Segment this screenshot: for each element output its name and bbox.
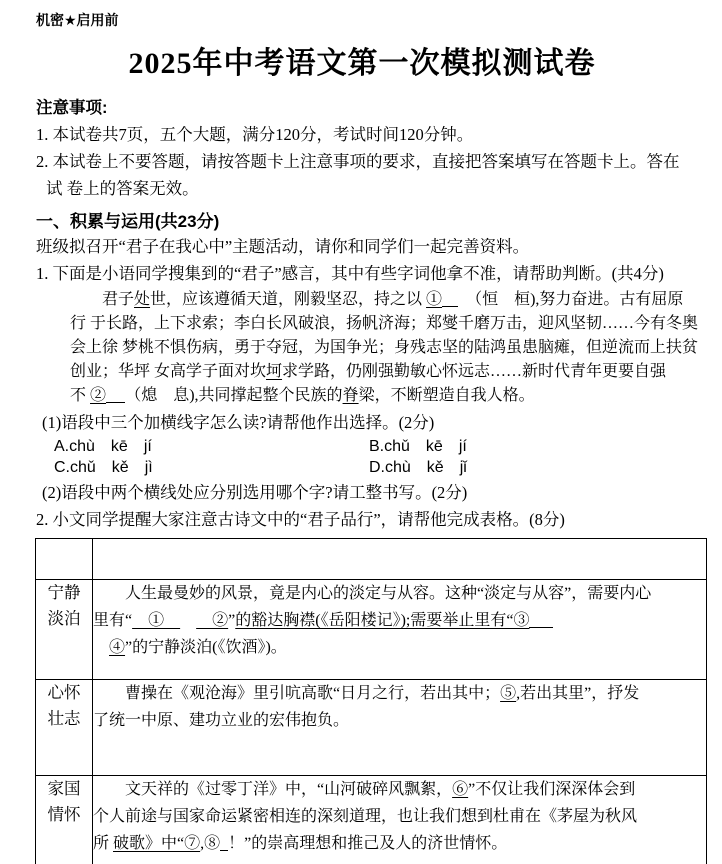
underlined-text: 坷 xyxy=(266,363,283,380)
option-a: A.chù kē jí xyxy=(54,438,152,455)
quote-cell-line xyxy=(93,830,706,857)
quote-cell-line xyxy=(93,776,706,803)
table-header-row xyxy=(36,539,707,580)
answer-blank xyxy=(529,623,553,628)
notice-item: 1. 本试卷共7页，五个大题，满分120分，考试时间120分钟。 xyxy=(36,125,474,144)
quote-cell-line xyxy=(93,680,706,707)
text-run: 求学路，仍刚强勤敏心怀远志……新时代青年更要自强 xyxy=(282,363,667,380)
text-run: ,若出其里”，抒发 xyxy=(516,685,640,702)
theme-cell xyxy=(36,776,93,864)
text-run xyxy=(93,639,109,656)
table-header-quote xyxy=(93,539,707,580)
text-run: 人生最曼妙的风景，竟是内心的淡定与从容。这种“淡定与从容”，需要内心 xyxy=(93,585,652,602)
question-1-stem: 1. 下面是小语同学搜集到的“君子”感言，其中有些字词他拿不准，请帮助判断。(共4分) xyxy=(36,264,664,283)
pinyin-options xyxy=(54,436,688,478)
text-run: 里有“ xyxy=(93,612,133,629)
theme-line: 情怀 xyxy=(47,805,81,824)
quote-cell-line xyxy=(93,803,706,830)
quote-paragraph xyxy=(70,288,699,408)
text-run: ”的宁静淡泊(《饮酒》)。 xyxy=(125,639,287,656)
quote-line xyxy=(70,336,699,360)
text-run: ”不仅让我们深深体会到 xyxy=(468,781,636,798)
notice-item: 2. 本试卷上不要答题，请按答题卡上注意事项的要求，直接把答案填写在答题卡上。答在试 卷上的答案无效。 xyxy=(36,152,680,198)
text-run: 会上徐 梦桃不惧伤病，勇于夺冠，为国争光；身残志坚的陆鸿虽患脑瘫，但逆流而上扶贫 xyxy=(70,339,699,356)
quote-cell xyxy=(93,680,707,776)
option-d: D.chù kě jǐ xyxy=(369,459,467,476)
table-row xyxy=(36,776,707,864)
text-run xyxy=(180,612,196,629)
underlined-text: ⑥ xyxy=(452,781,469,798)
quote-cell xyxy=(93,580,707,680)
quote-cell-line xyxy=(93,580,706,607)
theme-cell xyxy=(36,680,93,776)
text-run: 创业；华坪 女高学子面对坎 xyxy=(70,363,267,380)
text-run: 了统一中原、建功立业的宏伟抱负。 xyxy=(93,712,350,729)
theme-cell xyxy=(36,580,93,680)
question-2-stem: 2. 小文同学提醒大家注意古诗文中的“君子品行”，请帮他完成表格。(8分) xyxy=(36,510,565,529)
poem-table xyxy=(35,538,707,864)
text-run: 所 xyxy=(93,835,114,852)
underlined-text: ② xyxy=(196,612,229,629)
text-run: 行 于长路，上下求索；李白长风破浪，扬帆济海；郑燮千磨万击，迎风坚韧……今有冬奥 xyxy=(70,315,699,332)
underlined-text: 脊 xyxy=(342,387,359,404)
text-run: 世，应该遵循天道，刚毅坚忍，持之以 xyxy=(150,291,427,308)
underlined-text: ① xyxy=(132,612,181,629)
option-c: C.chǔ kě jì xyxy=(54,459,153,476)
answer-blank xyxy=(220,846,228,851)
quote-cell-line xyxy=(93,607,706,634)
text-run: ” xyxy=(228,612,236,629)
underlined-text: 的豁达胸襟(《岳阳楼记》);需要举止里有“③ xyxy=(235,612,530,629)
text-run: ！”的崇高理想和推己及人的济世情怀。 xyxy=(228,835,508,852)
underlined-text: ① xyxy=(426,291,443,308)
notice-heading: 注意事项: xyxy=(36,99,108,117)
text-run: （熄 息),共同撑起整个民族的 xyxy=(125,387,343,404)
text-run: ,⑧ xyxy=(200,835,221,852)
activity-intro: 班级拟召开“君子在我心中”主题活动，请你和同学们一起完善资料。 xyxy=(36,237,530,256)
theme-line: 淡泊 xyxy=(47,609,81,628)
underlined-text: ② xyxy=(90,387,107,404)
quote-cell-line xyxy=(93,634,706,661)
text-run: 君子 xyxy=(70,291,135,308)
theme-line: 心怀 xyxy=(47,683,81,702)
quote-cell xyxy=(93,776,707,864)
classification-label: 机密★启用前 xyxy=(36,12,119,28)
text-run: 梁，不断塑造自我人格。 xyxy=(358,387,535,404)
text-run: 文天祥的《过零丁洋》中，“山河破碎风飘絮， xyxy=(93,781,453,798)
section-one-heading: 一、积累与运用(共23分) xyxy=(36,212,220,231)
table-row xyxy=(36,680,707,776)
underlined-text: ④ xyxy=(109,639,126,656)
underlined-text: 处 xyxy=(134,291,151,308)
answer-blank xyxy=(106,398,125,403)
quote-cell-line xyxy=(93,707,706,734)
subquestion-2-stem: (2)语段中两个横线处应分别选用哪个字?请工整书写。(2分) xyxy=(42,483,468,502)
text-run: 个人前途与国家命运紧密相连的深刻道理，也让我们想到杜甫在《茅屋为秋风 xyxy=(93,808,638,825)
text-run: 不 xyxy=(70,387,91,404)
quote-line xyxy=(70,312,699,336)
theme-line: 壮志 xyxy=(47,709,81,728)
quote-line xyxy=(70,384,688,408)
text-run: 曹操在《观沧海》里引吭高歌“日月之行，若出其中； xyxy=(93,685,501,702)
theme-line: 家国 xyxy=(47,779,81,798)
underlined-text: ⑤ xyxy=(500,685,517,702)
quote-line xyxy=(70,288,688,312)
quote-line xyxy=(70,360,688,384)
table-header-theme xyxy=(36,539,93,580)
table-row xyxy=(36,580,707,680)
answer-blank xyxy=(442,302,458,307)
option-b: B.chǔ kē jí xyxy=(369,438,467,455)
exam-title: 2025年中考语文第一次模拟测试卷 xyxy=(128,47,596,80)
theme-line: 宁静 xyxy=(47,583,81,602)
notice-list xyxy=(36,121,688,202)
underlined-text: 破歌》中“⑦ xyxy=(113,835,201,852)
text-run: （恒 桓),努力奋进。古有屈原 xyxy=(458,291,684,308)
subquestion-1-stem: (1)语段中三个加横线字怎么读?请帮他作出选择。(2分) xyxy=(42,413,435,432)
